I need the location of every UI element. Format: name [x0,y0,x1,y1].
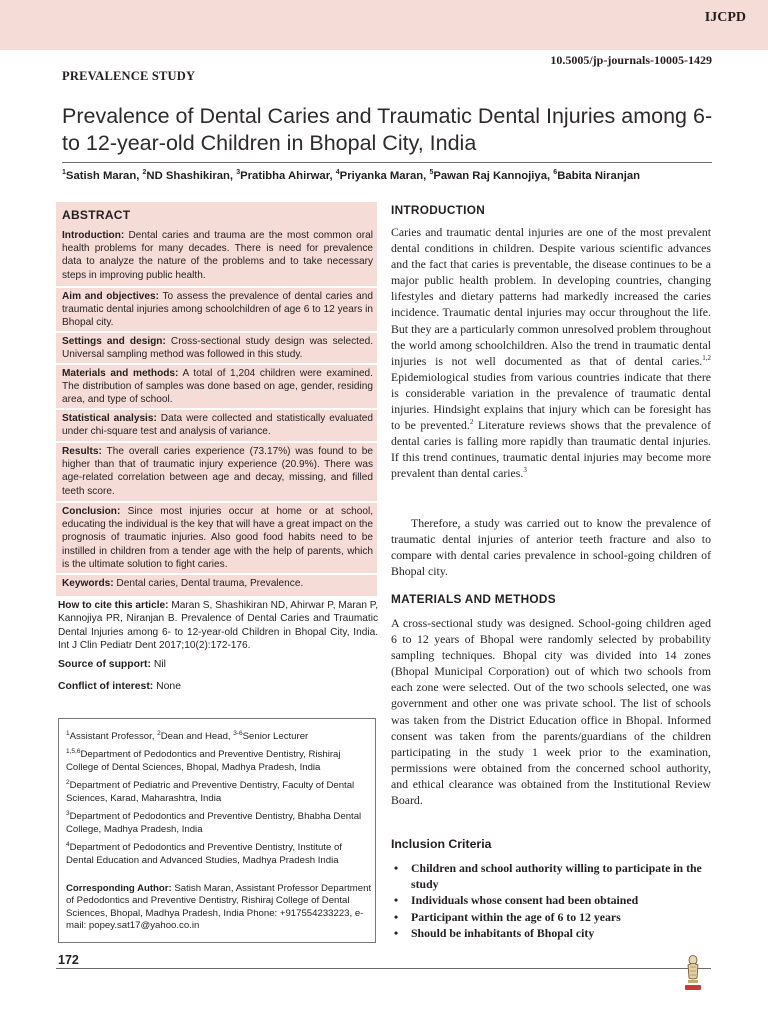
author-name: Satish Maran [65,169,137,182]
affiliation-text: Department of Pedodontics and Preventive Dentistry, Rishiraj College of Dental Sciences, Bhopal, Madhya Pradesh, India [66,749,341,773]
role-sup: 2 [157,730,161,737]
affiliation-text: Department of Pedodontics and Preventive Dentistry, Institute of Dental Education and Advanced Studies, Madhya Pradesh India [66,842,342,866]
conflict-of-interest [58,680,181,693]
author-name: ND Shashikiran [146,169,230,182]
abstract-text: Since most injuries occur at home or at school, educating the individual is the key that will have a great impact on the prognosis of traumatic injuries. Also good food habits need to be instilled in children from a tender age with the help of parents, which is the ultimate solution to fight caries. [62,506,373,570]
citation [58,599,378,653]
corresponding-text: Satish Maran, Assistant Professor Department of Pedodontics and Preventive Dentistry, Rishiraj College of Dental Sciences, Bhopal, Madhya Pradesh, India Phone: +917554233223, e-mail: popey.sat17@yahoo.co.in [66,883,372,932]
affiliation-sup: 3 [66,810,70,817]
abstract-text: Cross-sectional study design was selected. Universal sampling method was followed in this study. [62,336,373,361]
bullet-icon: • [394,861,399,875]
society-logo-icon [682,952,704,992]
corresponding-label: Corresponding Author: [66,883,172,894]
conflict-value: None [156,681,181,692]
page-number: 172 [58,953,79,967]
header-band [0,0,768,50]
abstract-label: Introduction: [62,230,125,241]
conflict-label: Conflict of interest: [58,681,154,692]
abstract-text: To assess the prevalence of dental caries and traumatic dental injuries among schoolchildren of age 6 to 12 years in Bhopal city. [62,291,373,329]
abstract-label: Materials and methods: [62,368,179,379]
affiliation-item [66,808,372,836]
list-item [391,860,716,892]
article-type: PREVALENCE STUDY [62,69,196,83]
author-sup: 4 [335,169,340,176]
inclusion-heading: Inclusion Criteria [391,837,492,851]
intro-text: Epidemiological studies from various countries indicate that there is considerable variation in the prevalence of traumatic dental injuries. Hindsight explains that injury which can be foresight has to be prevented. [391,369,711,433]
abstract-text: The overall caries experience (73.17%) was found to be higher than that of traumatic injury experience (20.9%). There was age-related correlation between age and decay, missing, and filled teeth score. [62,446,373,497]
abstract-label: Keywords: [62,578,114,589]
doi[interactable]: 10.5005/jp-journals-10005-1429 [550,53,712,67]
list-item [391,909,716,925]
affiliation-item [66,839,372,867]
intro-text: Caries and traumatic dental injuries are one of the most prevalent dental conditions in children. Despite various scientific advances and the fact that caries is preventable, the disease continues to be a major public health problem. In developing countries, changing lifestyles and dietary patterns had markedly increased the caries incidence. Traumatic dental injuries may occur throughout the life. But they are a particularly common unresolved problem throughout the world among schoolchildren. Also the trend in traumatic dental injuries is not well documented as that of dental caries. [391,225,711,368]
affiliation-text: Department of Pedodontics and Preventive Dentistry, Bhabha Dental College, Madhya Pradesh, India [66,811,362,835]
bullet-icon: • [394,909,399,924]
title-rule [62,162,712,163]
affiliation-roles [66,728,372,744]
list-item-text: Individuals whose consent had been obtained [411,893,639,908]
author-sup: 1 [62,169,66,176]
abstract-divider [56,363,377,365]
methods-paragraph: A cross-sectional study was designed. School-going children aged 6 to 12 years of Bhopal were randomly selected by probability sampling techniques. Bhopal city was divided into 14 zones (Bhopal Municipal Corporation) out of which two schools from each zone were selected. Out of the two schools selected, one was government and other one was private school. The list of schools was taken from the District Education office in Bhopal. Informed consent was taken from the parents/guardians of the children participating in the study 1 week prior to the examination, permissions were obtained from the concerned school authority, and ethical clearance was obtained from the Institutional Review Board. [391,616,711,808]
abstract-text: Dental caries, Dental trauma, Prevalence. [116,578,304,589]
affiliation-sup: 4 [66,841,70,848]
author-name: Pratibha Ahirwar [240,169,330,182]
inclusion-list [391,860,716,941]
abstract-divider [56,501,377,503]
support-label: Source of support: [58,659,151,670]
source-of-support [58,658,166,671]
intro-text: Literature reviews shows that the prevalence of dental caries is falling more rapidly than traumatic dental injuries. If this trend continues, traumatic dental injuries may become more prevalent than dental caries. [391,418,711,481]
list-item-text: Participant within the age of 6 to 12 years [411,909,621,924]
introduction-heading: INTRODUCTION [391,203,486,217]
reference-sup[interactable]: 1,2 [702,353,711,362]
abstract-divider [56,441,377,443]
author-sup: 6 [553,169,558,176]
abstract-aims [62,290,373,330]
affiliation-item [66,777,372,805]
author-sup: 3 [236,169,241,176]
abstract-label: Statistical analysis: [62,413,157,424]
corresponding-author [66,883,372,933]
role-sup: 1 [66,730,70,737]
article-title: Prevalence of Dental Caries and Traumatic Dental Injuries among 6- to 12-year-old Children in Bhopal City, India [62,104,713,155]
role-text: Senior Lecturer [242,731,309,743]
list-item [391,925,716,941]
abstract-label: Settings and design: [62,336,166,347]
abstract-results [62,445,373,498]
abstract-label: Conclusion: [62,506,121,517]
abstract-text: Data were collected and statistically evaluated under chi-square test and analysis of variance. [62,413,373,438]
methods-heading: MATERIALS AND METHODS [391,592,556,606]
author-list: $^1$Satish Maran, $^2$ND Shashikiran, $^3$Pratibha Ahirwar, $^4$Priyanka Maran, $^5$Pawan Raj Kannojiya, $^6$Babita Niranjan [62,169,641,182]
abstract-text: A total of 1,204 children were examined. The distribution of samples was done based on age, gender, residing area, and type of school. [62,368,373,406]
abstract-introduction [62,229,373,282]
abstract-settings [62,335,373,361]
list-item-text: Children and school authority willing to participate in the study [411,861,702,892]
reference-sup[interactable]: 3 [523,466,527,475]
abstract-statistics [62,412,373,438]
role-text: Assistant Professor, [69,731,158,743]
affiliation-sup: 2 [66,779,70,786]
affiliation-item [66,746,372,774]
abstract-label: Results: [62,446,102,457]
author-sup: 5 [429,169,434,176]
abstract-label: Aim and objectives: [62,291,159,302]
affiliation-text: Department of Pediatric and Preventive Dentistry, Faculty of Dental Sciences, Karad, Maharashtra, India [66,780,355,804]
abstract-heading: ABSTRACT [62,208,131,222]
list-item [391,892,716,908]
author-name: Pawan Raj Kannojiya [433,169,547,182]
citation-text: Maran S, Shashikiran ND, Ahirwar P, Maran P, Kannojiya PR, Niranjan B. Prevalence of Dental Caries and Traumatic Dental Injuries among 6- to 12-year-old Children in Bhopal City, India. Int J Clin Pediatr Dent 2017;10(2):172-176. [58,600,378,652]
abstract-divider [56,408,377,410]
footer-rule [56,968,711,969]
abstract-divider [56,331,377,333]
bullet-icon: • [394,925,399,940]
author-name: Babita Niranjan [557,169,641,182]
abstract-conclusion [62,505,373,571]
bullet-icon: • [394,893,399,908]
reference-sup[interactable]: 2 [469,418,474,427]
support-value: Nil [153,659,166,670]
author-name: Priyanka Maran [339,169,424,182]
introduction-paragraph-2: Therefore, a study was carried out to know the prevalence of traumatic dental injuries of anterior teeth fracture and also to compare with dental caries prevalence in school-going children of Bhopal city. [391,516,711,579]
abstract-text: Dental caries and trauma are the most common oral health problems for many decades. There is need for prevalence data to analyze the nature of the problems and to take necessary steps in improving public health. [62,230,373,281]
journal-name: IJCPD [704,10,746,25]
role-text: Dean and Head, [160,731,234,743]
abstract-divider [56,573,377,575]
abstract-methods [62,367,373,407]
abstract-divider [56,286,377,288]
affiliation-sup: 1,5,6 [66,748,81,755]
role-sup: 3-6 [233,730,243,737]
author-sup: 2 [142,169,147,176]
citation-label: How to cite this article: [58,600,169,611]
abstract-keywords [62,577,373,590]
introduction-paragraph [391,224,711,482]
list-item-text: Should be inhabitants of Bhopal city [411,925,595,940]
